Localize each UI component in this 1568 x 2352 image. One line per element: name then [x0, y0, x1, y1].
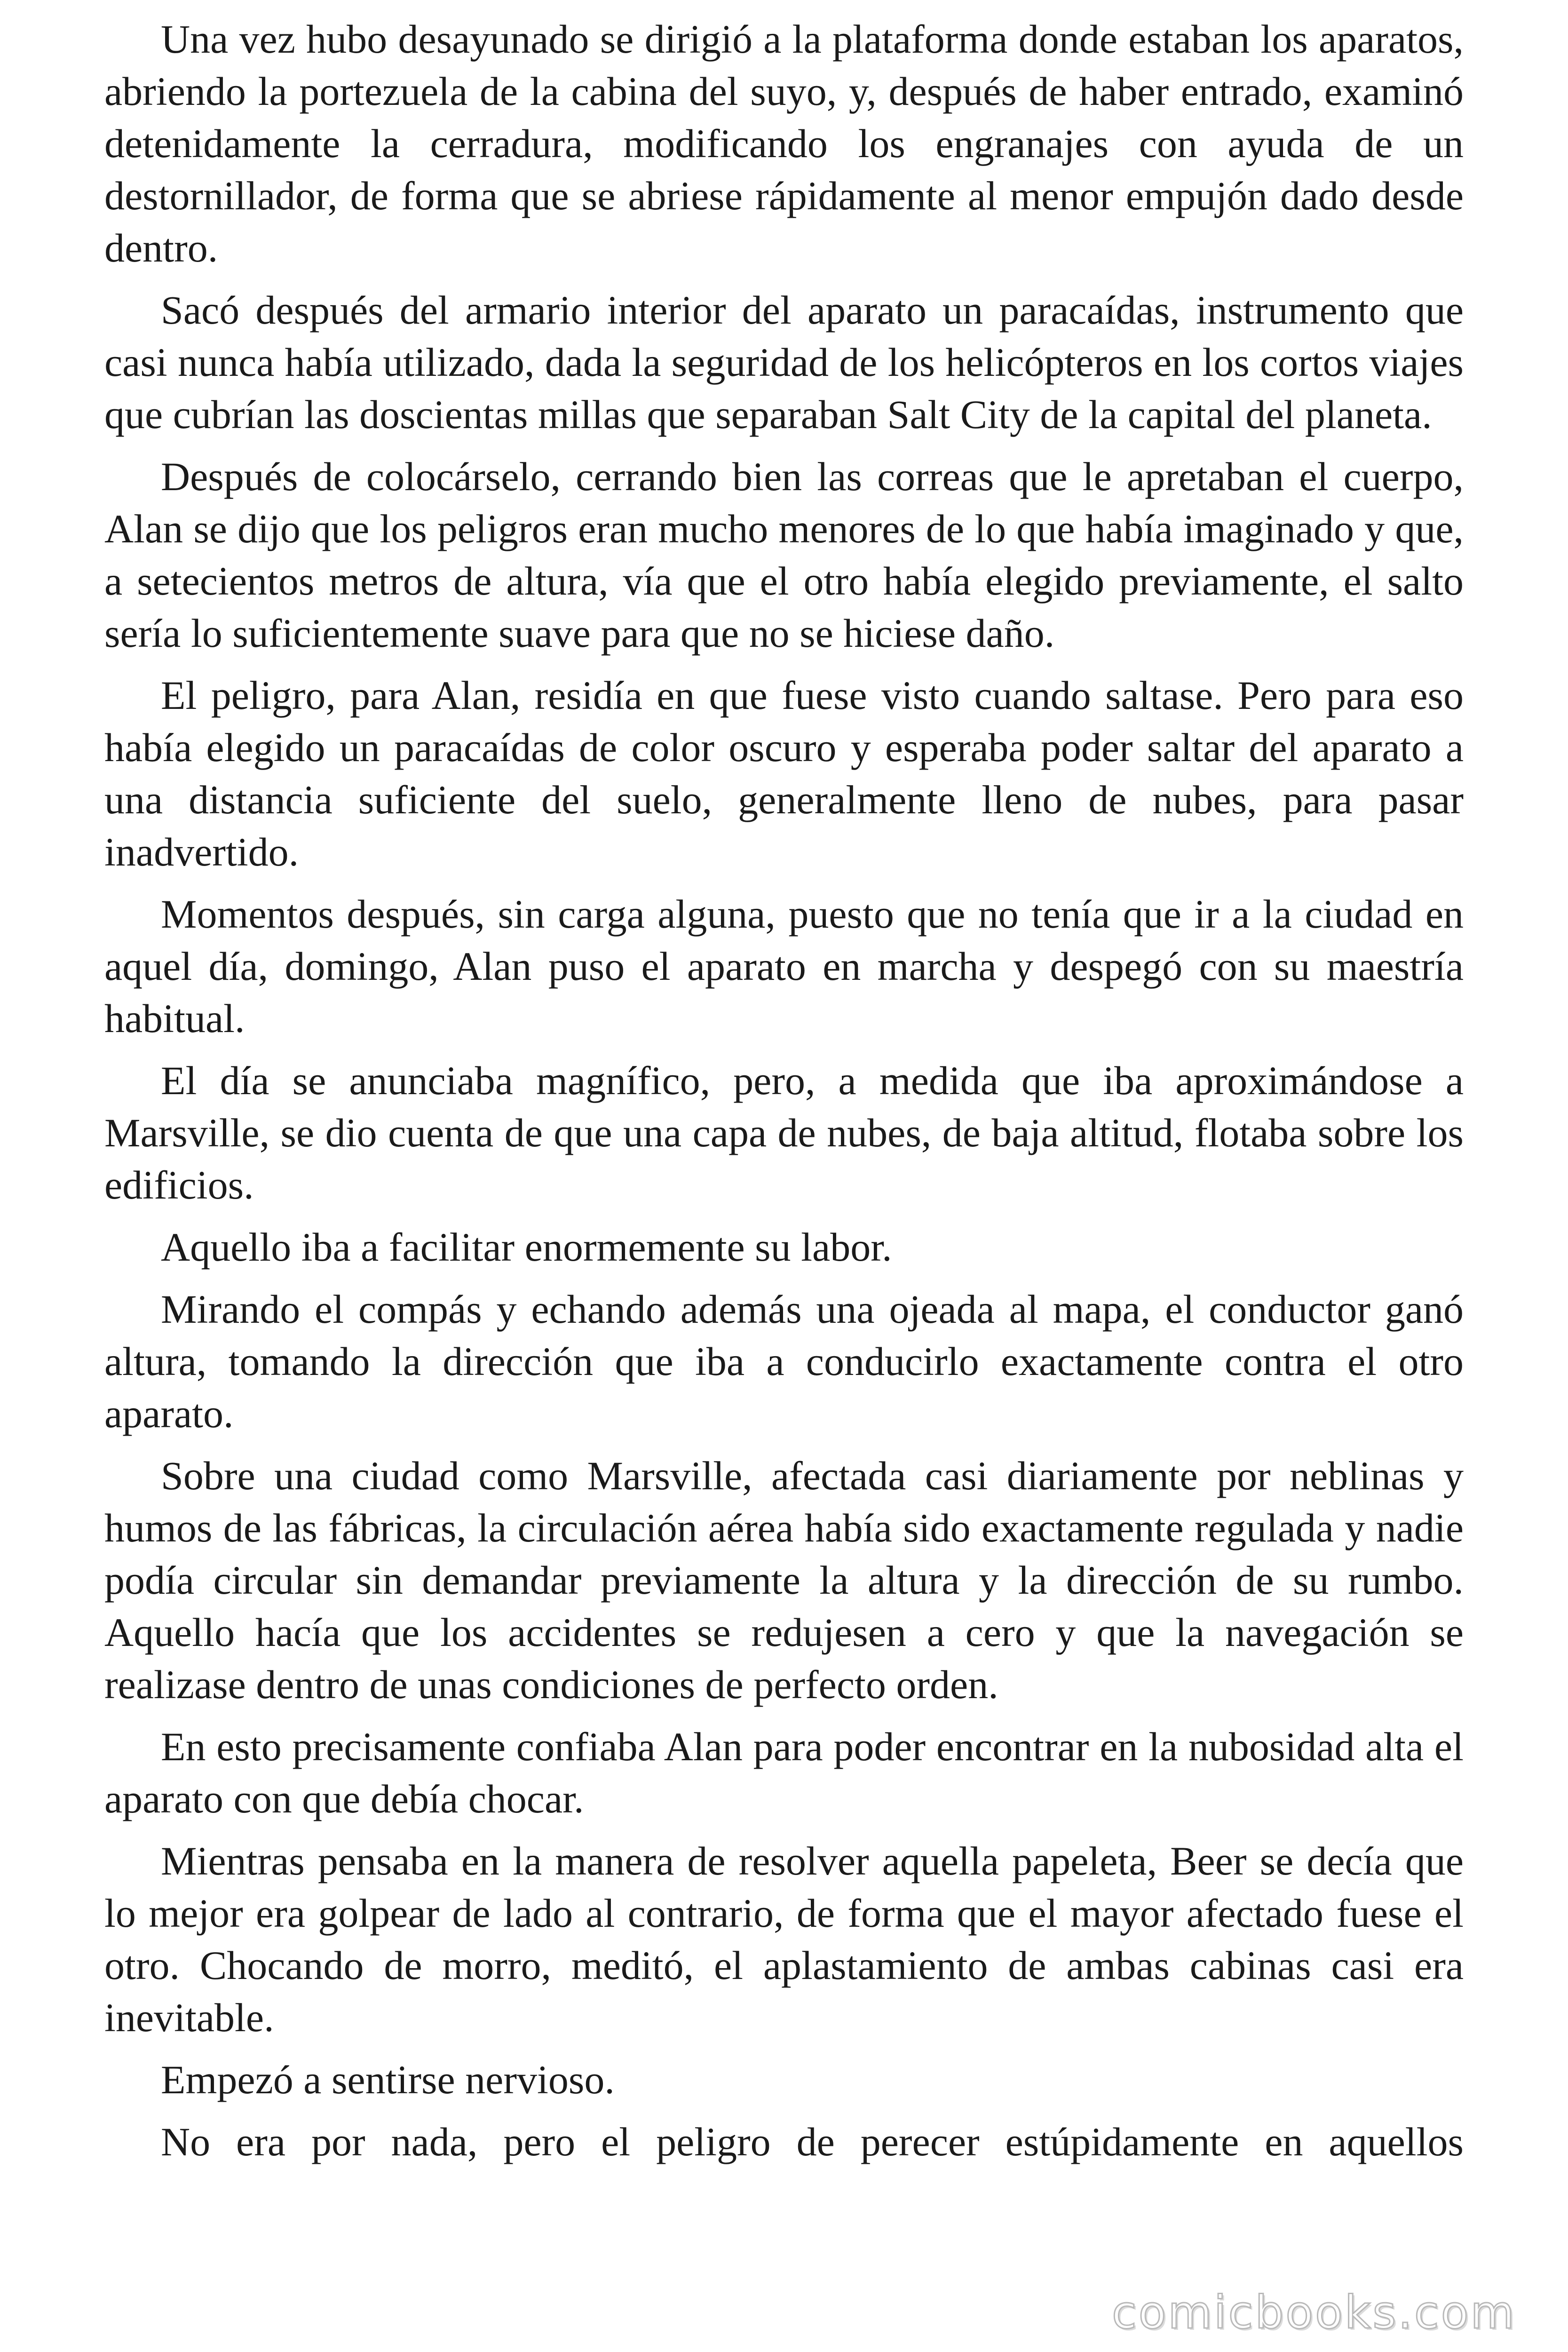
paragraph: En esto precisamente confiaba Alan para poder encontrar en la nubosidad alta el aparato con que debía chocar. — [104, 1724, 1464, 1821]
paragraph: Después de colocárselo, cerrando bien las correas que le apretaban el cuerpo, Alan se dijo que los peligros eran mucho menores de lo que había imaginado y que, a setecientos metros de altura, vía que el otro había elegido previamente, el salto sería lo suficientemente suave para que no se hiciese daño. — [104, 454, 1464, 656]
paragraph: El día se anunciaba magnífico, pero, a medida que iba aproximándose a Marsville, se dio cuenta de que una capa de nubes, de baja altitud, flotaba sobre los edificios. — [104, 1058, 1464, 1208]
paragraph: Momentos después, sin carga alguna, puesto que no tenía que ir a la ciudad en aquel día, domingo, Alan puso el aparato en marcha y despegó con su maestría habitual. — [104, 891, 1464, 1041]
paragraph: Una vez hubo desayunado se dirigió a la plataforma donde estaban los aparatos, abriendo la portezuela de la cabina del suyo, y, después de haber entrado, examinó detenidamente la cerradura, modificando los engranajes con ayuda de un destornillador, de forma que se abriese rápidamente al menor empujón dado desde dentro. — [104, 16, 1464, 270]
paragraph: Sobre una ciudad como Marsville, afectada casi diariamente por neblinas y humos de las fábricas, la circulación aérea había sido exactamente regulada y nadie podía circular sin demandar previamente la altura y la dirección de su rumbo. Aquello hacía que los accidentes se redujesen a cero y que la navegación se realizase dentro de unas condiciones de perfecto orden. — [104, 1453, 1464, 1707]
watermark-text: comicbooks.com — [1111, 2286, 1516, 2339]
paragraph: El peligro, para Alan, residía en que fuese visto cuando saltase. Pero para eso había elegido un paracaídas de color oscuro y esperaba poder saltar del aparato a una distancia suficiente del suelo, generalmente lleno de nubes, para pasar inadvertido. — [104, 673, 1464, 874]
paragraph: Aquello iba a facilitar enormemente su labor. — [161, 1224, 892, 1270]
book-page-text — [104, 13, 1464, 2178]
paragraph: Mientras pensaba en la manera de resolver aquella papeleta, Beer se decía que lo mejor era golpear de lado al contrario, de forma que el mayor afectado fuese el otro. Chocando de morro, meditó, el aplastamiento de ambas cabinas casi era inevitable. — [104, 1838, 1464, 2040]
paragraph-continued: No era por nada, pero el peligro de perecer estúpidamente en aquellos — [161, 2119, 1464, 2164]
paragraph: Empezó a sentirse nervioso. — [161, 2057, 615, 2102]
paragraph: Sacó después del armario interior del aparato un paracaídas, instrumento que casi nunca había utilizado, dada la seguridad de los helicópteros en los cortos viajes que cubrían las doscientas millas que separaban Salt City de la capital del planeta. — [104, 287, 1464, 437]
paragraph: Mirando el compás y echando además una ojeada al mapa, el conductor ganó altura, tomando la dirección que iba a conducirlo exactamente contra el otro aparato. — [104, 1287, 1464, 1436]
